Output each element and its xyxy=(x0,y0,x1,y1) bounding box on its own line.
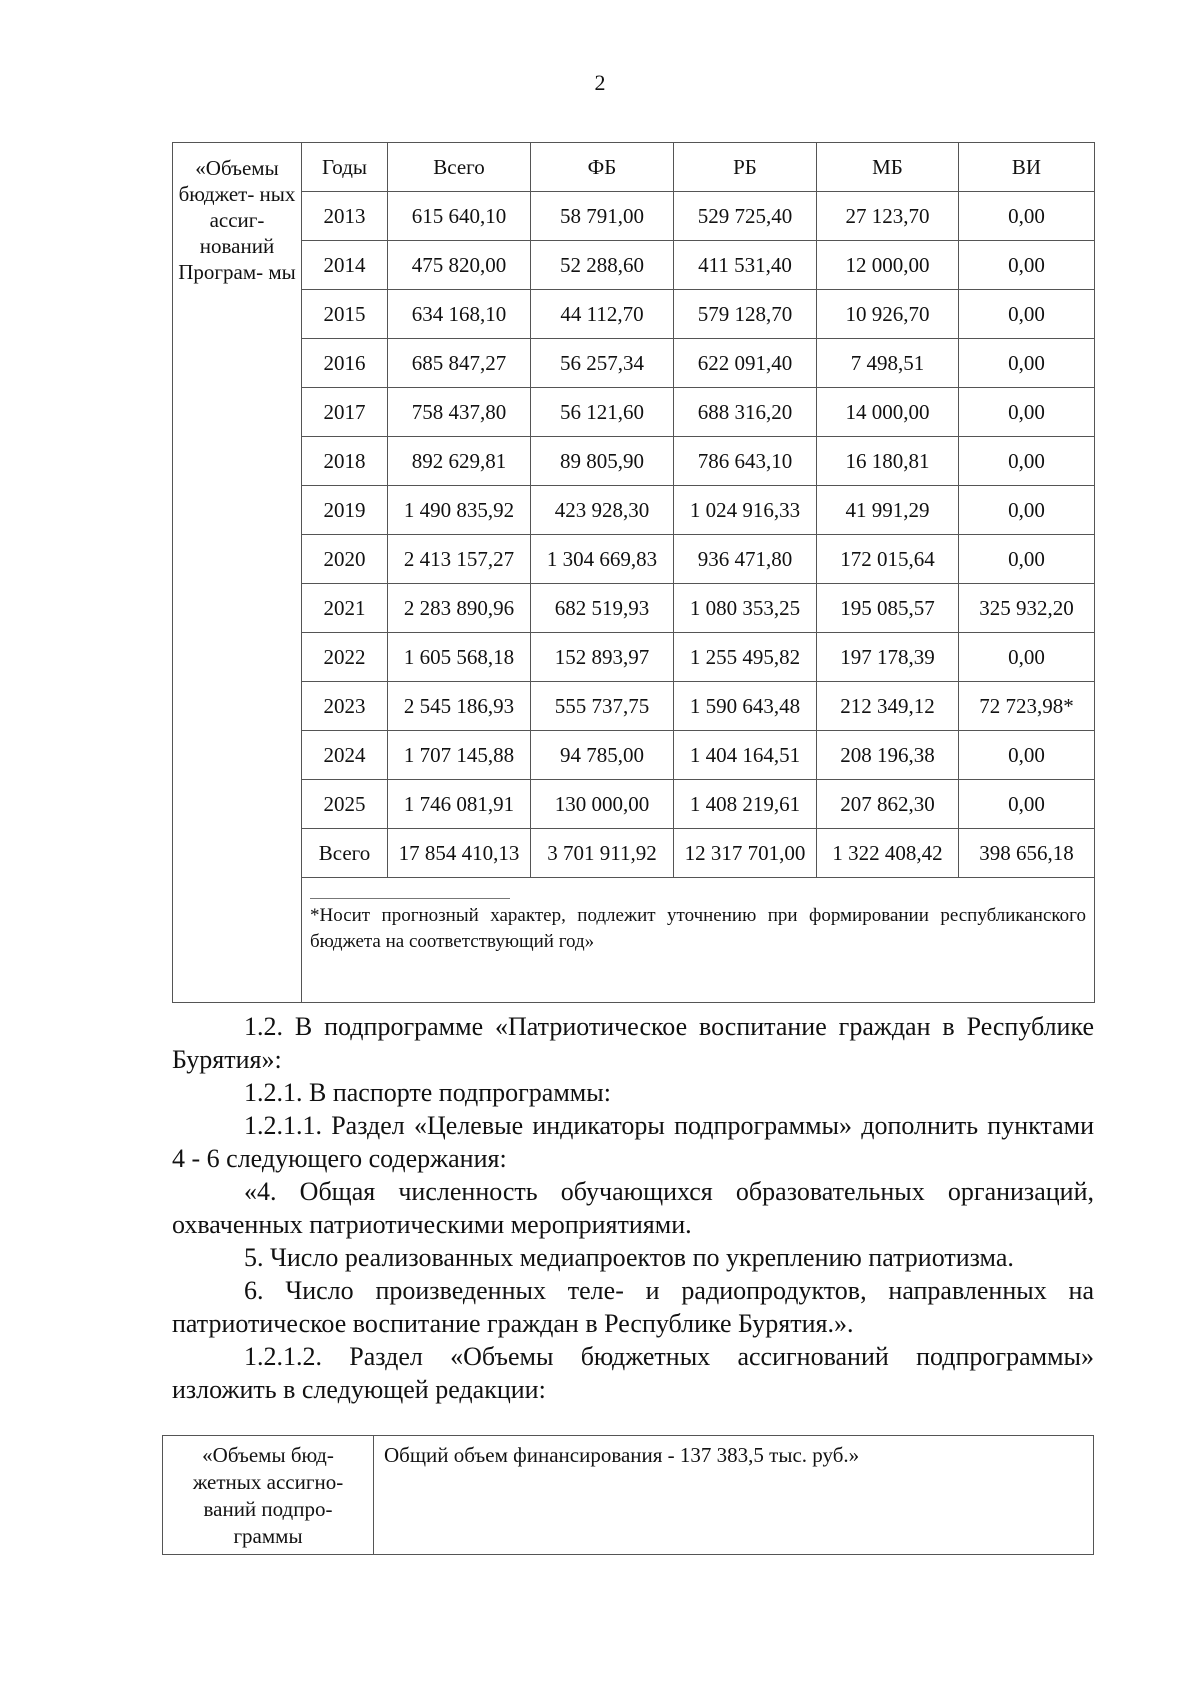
table-row xyxy=(173,535,1095,584)
value-cell: 0,00 xyxy=(959,535,1095,584)
value-cell: 1 322 408,42 xyxy=(817,829,959,878)
value-cell: 1 408 219,61 xyxy=(674,780,817,829)
value-cell: 936 471,80 xyxy=(674,535,817,584)
value-cell: 758 437,80 xyxy=(388,388,531,437)
year-cell: 2022 xyxy=(302,633,388,682)
value-cell: 682 519,93 xyxy=(531,584,674,633)
value-cell: 152 893,97 xyxy=(531,633,674,682)
year-cell: 2020 xyxy=(302,535,388,584)
value-cell: 398 656,18 xyxy=(959,829,1095,878)
subprogram-budget-table xyxy=(162,1435,1094,1555)
value-cell: 7 498,51 xyxy=(817,339,959,388)
table-row xyxy=(173,731,1095,780)
paragraph: 1.2.1. В паспорте подпрограммы: xyxy=(244,1078,611,1107)
value-cell: 0,00 xyxy=(959,437,1095,486)
value-cell: 14 000,00 xyxy=(817,388,959,437)
table-row xyxy=(173,388,1095,437)
value-cell: 94 785,00 xyxy=(531,731,674,780)
year-cell: 2021 xyxy=(302,584,388,633)
value-cell: 2 413 157,27 xyxy=(388,535,531,584)
value-cell: 423 928,30 xyxy=(531,486,674,535)
value-cell: 1 746 081,91 xyxy=(388,780,531,829)
value-cell: 892 629,81 xyxy=(388,437,531,486)
value-cell: 207 862,30 xyxy=(817,780,959,829)
subprogram-value-cell: Общий объем финансирования - 137 383,5 тыс. руб.» xyxy=(374,1436,1094,1555)
body-text xyxy=(172,1010,1094,1406)
value-cell: 555 737,75 xyxy=(531,682,674,731)
table-row xyxy=(173,241,1095,290)
value-cell: 1 490 835,92 xyxy=(388,486,531,535)
paragraph: 1.2. В подпрограмме «Патриотическое воспитание граждан в Республике Бурятия»: xyxy=(172,1012,1094,1074)
value-cell: 0,00 xyxy=(959,339,1095,388)
paragraph: 1.2.1.1. Раздел «Целевые индикаторы подпрограммы» дополнить пунктами 4 - 6 следующего содержания: xyxy=(172,1111,1094,1173)
value-cell: 12 317 701,00 xyxy=(674,829,817,878)
value-cell: 52 288,60 xyxy=(531,241,674,290)
table-row xyxy=(173,486,1095,535)
value-cell: 786 643,10 xyxy=(674,437,817,486)
value-cell: 634 168,10 xyxy=(388,290,531,339)
value-cell: 27 123,70 xyxy=(817,192,959,241)
value-cell: 1 024 916,33 xyxy=(674,486,817,535)
year-cell: 2013 xyxy=(302,192,388,241)
header-cell: МБ xyxy=(817,143,959,192)
budget-allocation-table xyxy=(172,142,1095,1003)
value-cell: 0,00 xyxy=(959,388,1095,437)
value-cell: 685 847,27 xyxy=(388,339,531,388)
value-cell: 3 701 911,92 xyxy=(531,829,674,878)
value-cell: 0,00 xyxy=(959,731,1095,780)
value-cell: 1 304 669,83 xyxy=(531,535,674,584)
value-cell: 579 128,70 xyxy=(674,290,817,339)
value-cell: 1 404 164,51 xyxy=(674,731,817,780)
header-cell: Годы xyxy=(302,143,388,192)
subprogram-label-cell: «Объемы бюд- жетных ассигно- ваний подпро- граммы xyxy=(163,1436,374,1555)
value-cell: 529 725,40 xyxy=(674,192,817,241)
value-cell: 130 000,00 xyxy=(531,780,674,829)
value-cell: 1 605 568,18 xyxy=(388,633,531,682)
year-cell: 2015 xyxy=(302,290,388,339)
year-cell: 2016 xyxy=(302,339,388,388)
value-cell: 44 112,70 xyxy=(531,290,674,339)
footnote-row xyxy=(173,878,1095,1003)
value-cell: 10 926,70 xyxy=(817,290,959,339)
header-cell: ВИ xyxy=(959,143,1095,192)
table-row xyxy=(173,780,1095,829)
value-cell: 1 707 145,88 xyxy=(388,731,531,780)
page-number: 2 xyxy=(594,70,606,95)
value-cell: 58 791,00 xyxy=(531,192,674,241)
value-cell: 475 820,00 xyxy=(388,241,531,290)
footnote-text: *Носит прогнозный характер, подлежит уточнению при формировании республиканского бюджета на соответствующий год» xyxy=(310,905,1086,952)
value-cell: 0,00 xyxy=(959,192,1095,241)
year-cell: 2014 xyxy=(302,241,388,290)
value-cell: 622 091,40 xyxy=(674,339,817,388)
header-cell: Всего xyxy=(388,143,531,192)
value-cell: 688 316,20 xyxy=(674,388,817,437)
value-cell: 0,00 xyxy=(959,633,1095,682)
table-row xyxy=(163,1436,1094,1555)
year-cell: 2024 xyxy=(302,731,388,780)
value-cell: 172 015,64 xyxy=(817,535,959,584)
footnote-cell xyxy=(302,878,1095,1003)
table-header-row xyxy=(173,143,1095,192)
value-cell: 2 545 186,93 xyxy=(388,682,531,731)
header-cell: ФБ xyxy=(531,143,674,192)
year-cell: 2017 xyxy=(302,388,388,437)
value-cell: 56 257,34 xyxy=(531,339,674,388)
table-row xyxy=(173,339,1095,388)
table-row xyxy=(173,633,1095,682)
table-row xyxy=(173,682,1095,731)
paragraph: 6. Число произведенных теле- и радиопродуктов, направленных на патриотическое воспитание граждан в Республике Бурятия.». xyxy=(172,1276,1094,1338)
value-cell: 1 590 643,48 xyxy=(674,682,817,731)
value-cell: 0,00 xyxy=(959,486,1095,535)
value-cell: 2 283 890,96 xyxy=(388,584,531,633)
year-cell: 2018 xyxy=(302,437,388,486)
table-section-label: «Объемы бюджет- ных ассиг- нований Програм- мы xyxy=(173,143,302,1003)
value-cell: 325 932,20 xyxy=(959,584,1095,633)
value-cell: 16 180,81 xyxy=(817,437,959,486)
paragraph: «4. Общая численность обучающихся образовательных организаций, охваченных патриотическими мероприятиями. xyxy=(172,1177,1094,1239)
value-cell: 0,00 xyxy=(959,780,1095,829)
paragraph: 1.2.1.2. Раздел «Объемы бюджетных ассигнований подпрограммы» изложить в следующей редакции: xyxy=(172,1342,1094,1404)
value-cell: 41 991,29 xyxy=(817,486,959,535)
header-cell: РБ xyxy=(674,143,817,192)
year-cell: 2019 xyxy=(302,486,388,535)
value-cell: 1 255 495,82 xyxy=(674,633,817,682)
value-cell: 195 085,57 xyxy=(817,584,959,633)
year-cell: 2025 xyxy=(302,780,388,829)
value-cell: 0,00 xyxy=(959,290,1095,339)
table-row xyxy=(173,437,1095,486)
value-cell: 0,00 xyxy=(959,241,1095,290)
value-cell: 12 000,00 xyxy=(817,241,959,290)
table-row xyxy=(173,192,1095,241)
value-cell: 197 178,39 xyxy=(817,633,959,682)
footnote-divider xyxy=(310,898,510,899)
table-row xyxy=(173,290,1095,339)
value-cell: 1 080 353,25 xyxy=(674,584,817,633)
paragraph: 5. Число реализованных медиапроектов по укреплению патриотизма. xyxy=(244,1243,1014,1272)
value-cell: 212 349,12 xyxy=(817,682,959,731)
value-cell: 615 640,10 xyxy=(388,192,531,241)
total-row xyxy=(173,829,1095,878)
value-cell: 208 196,38 xyxy=(817,731,959,780)
value-cell: 17 854 410,13 xyxy=(388,829,531,878)
value-cell: 56 121,60 xyxy=(531,388,674,437)
year-cell: Всего xyxy=(302,829,388,878)
value-cell: 72 723,98* xyxy=(959,682,1095,731)
table-row xyxy=(173,584,1095,633)
year-cell: 2023 xyxy=(302,682,388,731)
value-cell: 411 531,40 xyxy=(674,241,817,290)
value-cell: 89 805,90 xyxy=(531,437,674,486)
